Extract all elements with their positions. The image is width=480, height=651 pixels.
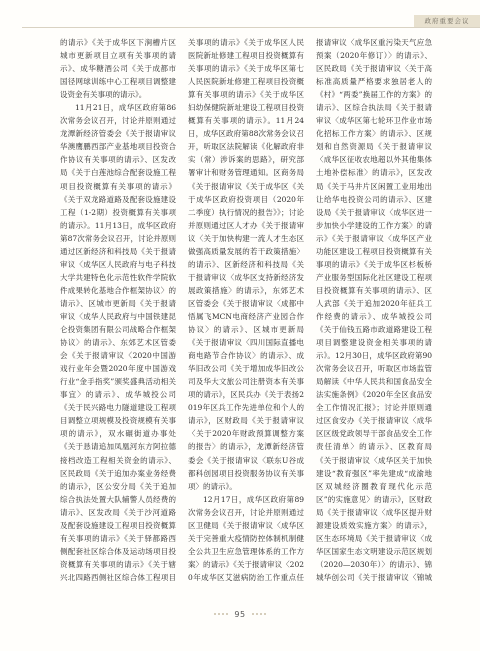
paragraph: 报请审议〈成华区重污染天气应急预案（2020年修订）〉的请示》、区民政局《关于报请审议〈关于高标准高质量严格要求独居老人的《村》“两委”换届工作的方案》的请示》、区综合执法局《关于报请审议〈成华区第七轮环卫作业市场化招标工作方案〉的请示》、区规划和自然资源局《关于报请审议〈成华区征收农地超以外其他集体土地补偿标准〉的请示》，区发改局《关于马井片区闲置工业用地出让给华电投资公司的请示》、区建设局《关于报请审议〈成华区进一步加快小学建设的工作方案〉的请示》《关于报请审议〈成华区产业功能区建设工程项目投资概算有关事项的请示》《关于成华区杉板桥产业服务型国际化社区建设工程项目投资概算有关事项的请示》、区人武部《关于追加2020年征兵工作经费的请示》、成华城投公司《关于仙钱五路市政道路建设工程项目调整建设资金相关事项的请示》。12月30日，成华区政府第90次常务会议召开，听取区市场监管局解读《中华人民共和国食品安全法实施条例》《2020年全区食品安全工作情况汇报》；讨论并原则通过区食安办《关于报请审议〈成华区区级党政领导干部食品安全工作责任清单〉的请示》、区教育局《关于报请审议〈成华区关于加快建设“教育强区”率先建成“成渝地区双城经济圈教育现代化示范区”的实施意见〉的请示》，区财政局《关于报请审议〈成华区提升财源建设质效实施方案〉的请示》，区生态环境局《关于报请审议〈成华区国家生态文明建设示范区规划（2020—2030年）〉的请示》、锦城华创公司《关于报请审议〈锦城 [316,38,432,582]
header-divider [22,27,480,28]
paragraph: 关事项的请示》《关于成华区人民医院新址修建工程项目投资概算有关事项的请示》《关于成华区第七人民医院新址修建工程项目投资概算有关事项的请示》《关于成华区妇幼保健院新址建设工程项目投资概算有关事项的请示》。11月24日，成华区政府第88次常务会议召开，听取区法院解读《化解政府非实（常）涉诉案的思路》，研究部署审计和财务管理通知。区商务局《关于报请审议《关于成华区《关于成华区政府投资项目（2020年二季度）执行情况的报告》》；讨论并原则通过区人才办《关于报请审议〈关于加快构建一流人才生态区做强高质量发展的若干政策措施〉的请示》、区新经济和科技局《关于报请审议〈成华区支持新经济发展政策措施〉的请示》，东郊艺术区管委会《关于报请审议〈成都中悟属飞MCN电商经济产业园合作协议〉的请示》、区城市更新局《关于报请审议〈四川国际直播电商电路节合作协议〉的请示》、成华旧改公司《关于增加成华旧改公司及华大文旅公司注册资本有关事项的请示》，区民兵办《关于表扬2019年区兵工作先进单位和个人的请示》，区财政局《关于报请审议〈关于2020年财政预算调整方案的报告〉的请示》，龙潭新经济管委会《关于报请审议〈联东U谷成都科创园项目投资服务协议有关事项〉的请示》。 [188,38,304,491]
text-column-3 [316,36,432,584]
paragraph: 12月17日，成华区政府第89次常务会议召开，讨论并原则通过区卫健局《关于报请审议〈成华区关于完善重大疫情防控体制机制健全公共卫生应急管理体系的工作方案〉的请示》《关于报请审议〈2020年成华区艾滋病防治工作重点任 [188,494,304,582]
text-column-1 [60,36,176,584]
section-header-tag: 政府重要会议 [414,15,480,27]
page-number: 95 [234,609,246,619]
page-footer [0,608,480,620]
footer-ornament-left [214,613,229,616]
article-body [60,36,432,584]
footer-ornament-right [252,613,267,616]
paragraph: 11月21日，成华区政府第86次常务会议召开，讨论并原则通过龙潭新经济管委会《关于报请审议华澳鹰鹏西部产业基地项目投资合作协议有关事项的请示》、区发改局《关于白莲池综合配套设施工程项目投资概算有关事项的请示》《关于双龙路道路及配套设施建设工程（1-2期）投资概算有关事项的请示》。11月13日，成华区政府第87次常务会议召开，讨论并原则通过区新经济和科技局《关于报请审议〈成华区人民政府与电子科技大学共建特色化示范性软件学院软件成果转化基地合作框架协议〉的请示》、区城市更新局《关于报请审议〈成华人民政府与中国铁建昆仑投资集团有限公司战略合作框架协议〉的请示》、东郊艺术区管委会《关于报请审议〈2020中国游戏行业年会暨2020年度中国游戏行业“金手指奖”颁奖盛典活动相关事宜〉的请示》、成华城投公司《关于民兴路电力隧道建设工程项目调整立项规模及投资规模有关事项的请示》，双水碾街道办事处《关于恳请追加凤凰河东方阿拉德接档改造工程相关资金的请示》、区民政局《关于追加办案业务经费的请示》，区公安分局《关于追加综合执法处置大队辅警人员经费的请示》、区发改局《关于沙河道路及配套设施建设工程项目投资概算有关事项的请示》《关于驿都路西侧配套社区综合体及运动场项目投资概算有关事项的请示》《关于辖兴北四路西侧社区综合体工程项目 [60,103,176,582]
paragraph: 的请示》《关于成华区下涧槽片区城市更新项目立项有关事项的请示》、成华糖酒公司《关于成都市国径网球训练中心工程项目调整建设资金有关事项的请示》。 [60,38,176,100]
text-column-2 [188,36,304,584]
